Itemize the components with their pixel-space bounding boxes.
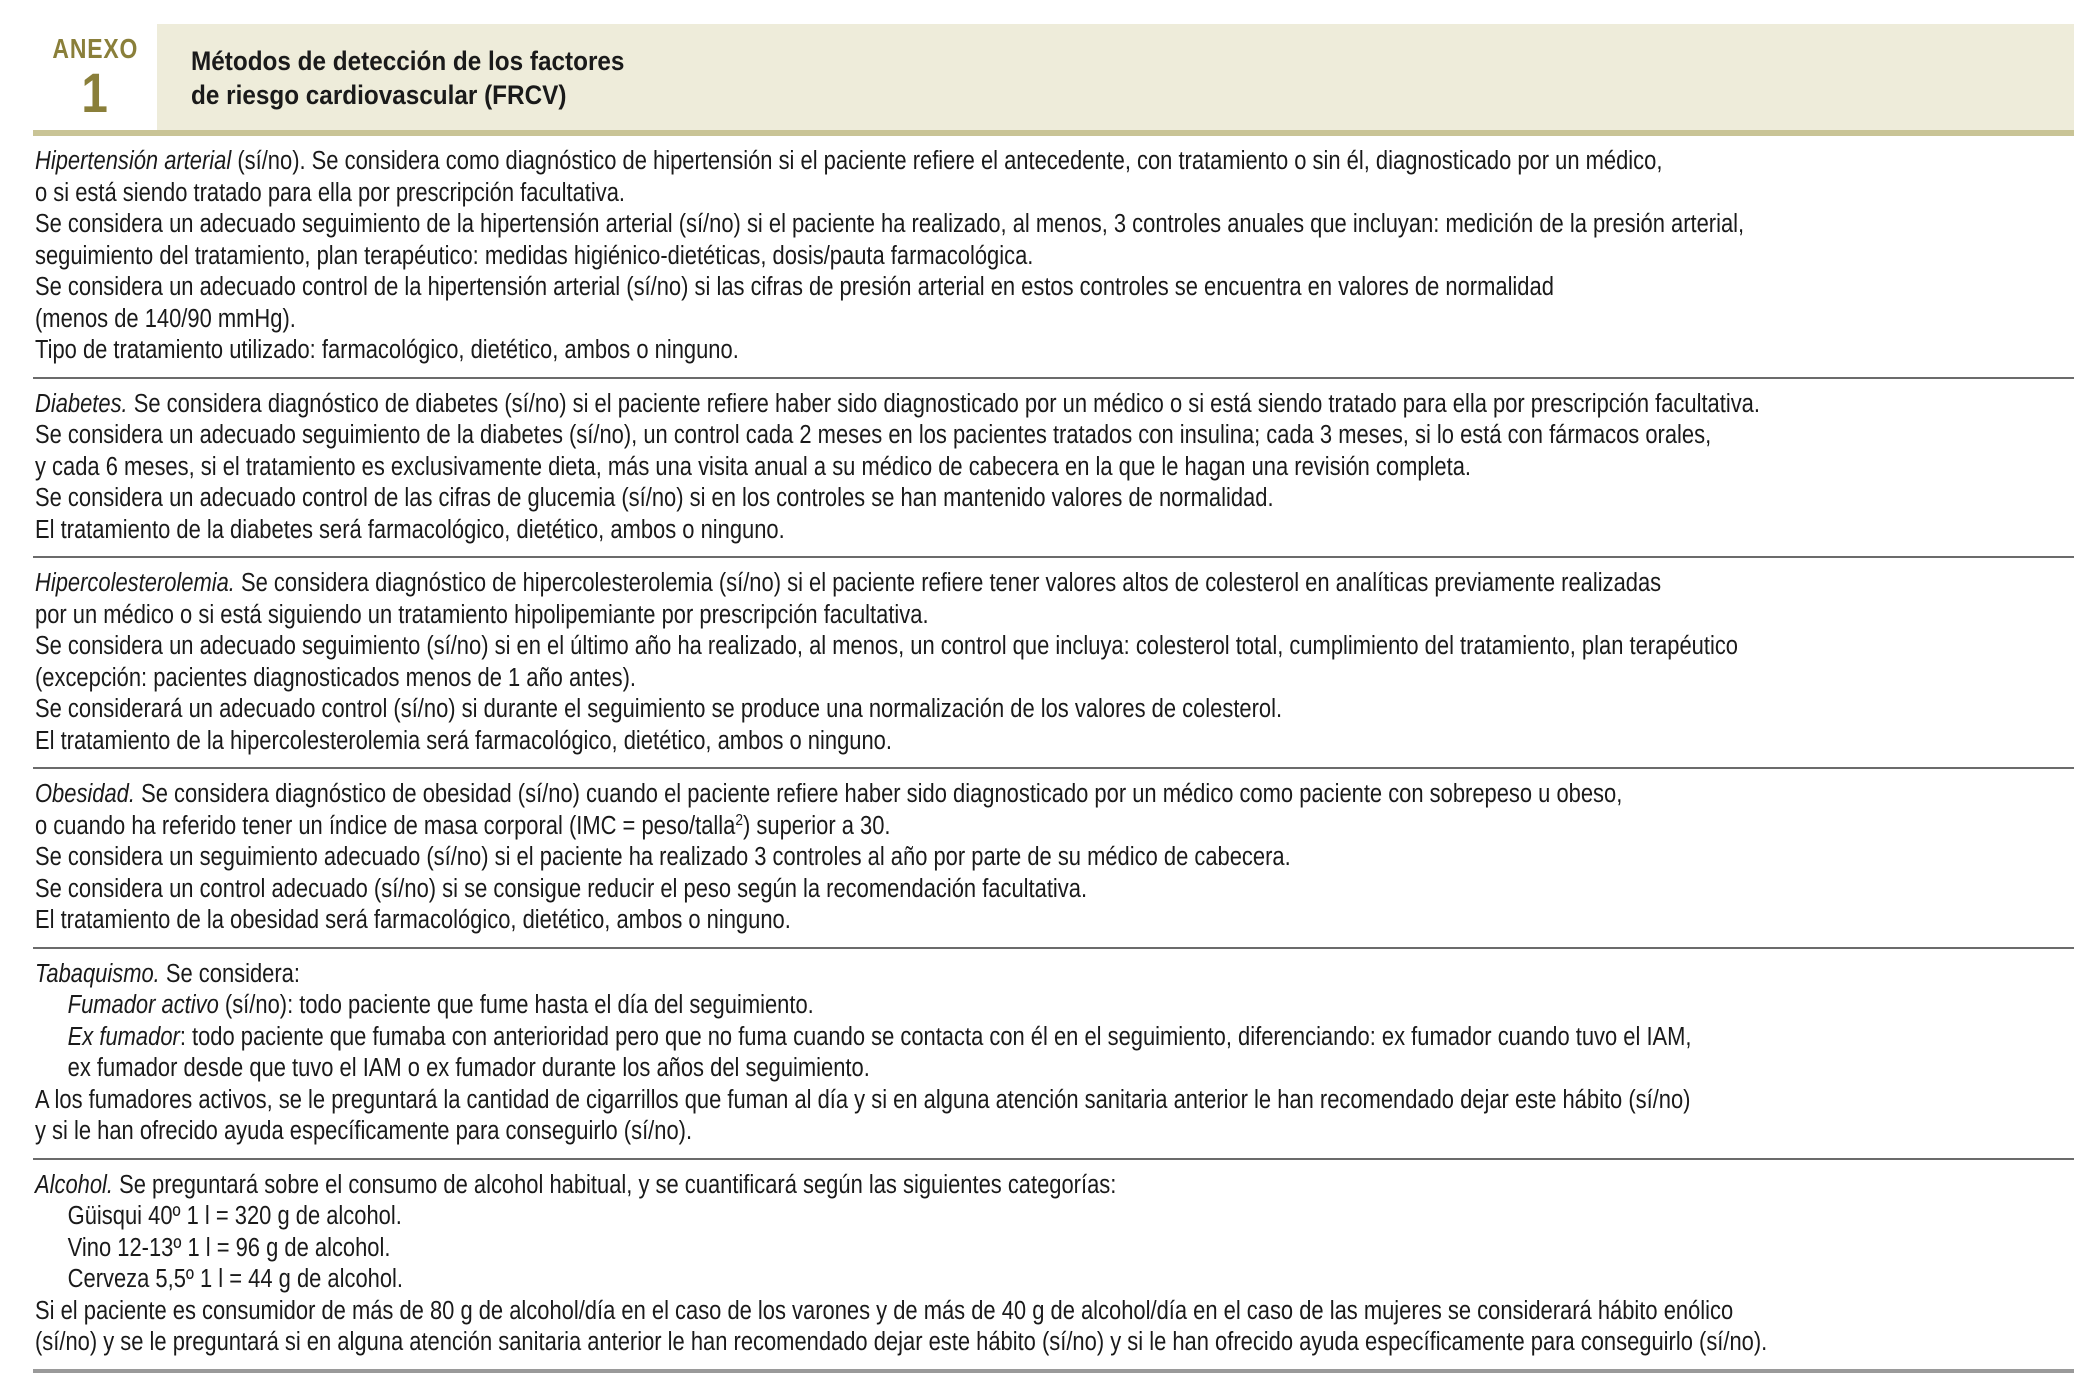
text-segment: : todo paciente que fumaba con anterioridad pero que no fuma cuando se contacta con él en el seguimiento, diferenciando: ex fumador cuando tuvo el IAM, — [179, 1022, 1692, 1051]
text-line: por un médico o si está siguiendo un tratamiento hipolipemiante por prescripción facultativa. — [35, 600, 929, 629]
text-segment: (sí/no): todo paciente que fume hasta el día del seguimiento. — [218, 991, 814, 1019]
section-term: Diabetes. — [35, 389, 128, 418]
section-term: Tabaquismo. — [35, 959, 160, 988]
section-diabetes — [33, 379, 2074, 559]
annex-document — [33, 24, 2074, 1373]
text-segment: Se considera diagnóstico de diabetes (sí/no) si el paciente refiere haber sido diagnosticado por un médico o si está siendo tratado para ella por prescripción facultativa. — [127, 389, 1760, 418]
text-segment: o cuando ha referido tener un índice de masa corporal (IMC = peso/talla — [35, 811, 736, 840]
annex-title-box — [157, 24, 2074, 130]
text-line — [35, 959, 1789, 991]
text-segment: Se considera diagnóstico de hipercolesterolemia (sí/no) si el paciente refiere tener valores altos de colesterol en analíticas previamente realizadas — [234, 569, 1662, 597]
text-line: (menos de 140/90 mmHg). — [35, 304, 296, 333]
section-tabaquismo — [33, 949, 2074, 1160]
text-line: Se considera un control adecuado (sí/no) si se consigue reducir el peso según la recomendación facultativa. — [35, 874, 1088, 903]
subsection-term: Fumador activo — [67, 991, 219, 1019]
text-line: A los fumadores activos, se le preguntará la cantidad de cigarrillos que fuman al día y si en alguna atención sanitaria anterior le han recomendado dejar este hábito (sí/no) — [35, 1085, 1691, 1114]
annex-title-line-1: Métodos de detección de los factores — [191, 46, 625, 76]
text-line — [35, 1022, 1789, 1054]
text-line — [35, 568, 1789, 600]
annex-header — [33, 24, 2074, 130]
text-line — [35, 811, 1789, 843]
text-line: El tratamiento de la hipercolesterolemia será farmacológico, dietético, ambos o ninguno. — [35, 726, 892, 755]
text-line: ex fumador desde que tuvo el IAM o ex fumador durante los años del seguimiento. — [67, 1054, 870, 1082]
text-line — [35, 146, 1789, 178]
text-line: Güisqui 40º 1 l = 320 g de alcohol. — [67, 1202, 402, 1230]
text-line: El tratamiento de la diabetes será farmacológico, dietético, ambos o ninguno. — [35, 515, 785, 544]
section-obesidad — [33, 769, 2074, 949]
section-alcohol — [33, 1160, 2074, 1373]
text-segment: Se considera: — [159, 959, 300, 988]
section-term: Alcohol. — [35, 1170, 114, 1199]
text-line: o si está siendo tratado para ella por prescripción facultativa. — [35, 178, 626, 207]
text-line: Se considera un adecuado control de la hipertensión arterial (sí/no) si las cifras de presión arterial en estos controles se encuentra en valores de normalidad — [35, 273, 1554, 301]
text-line: Tipo de tratamiento utilizado: farmacológico, dietético, ambos o ninguno. — [35, 336, 739, 364]
text-line: Cerveza 5,5º 1 l = 44 g de alcohol. — [67, 1265, 404, 1293]
section-term: Obesidad. — [35, 780, 135, 808]
text-line: Se considera un adecuado control de las cifras de glucemia (sí/no) si en los controles se han mantenido valores de normalidad. — [35, 484, 1274, 512]
text-line — [35, 1170, 1789, 1202]
annex-word: ANEXO — [52, 33, 138, 64]
annex-title-line-2: de riesgo cardiovascular (FRCV) — [191, 80, 567, 110]
text-segment: Se considera diagnóstico de obesidad (sí/no) cuando el paciente refiere haber sido diagnosticado por un médico como paciente con sobrepeso u obeso, — [134, 780, 1623, 808]
text-line — [35, 990, 1789, 1022]
text-line: Se considera un adecuado seguimiento (sí/no) si en el último año ha realizado, al menos, un control que incluya: colesterol total, cumplimiento del tratamiento, plan terapéutico — [35, 632, 1739, 660]
text-line — [35, 779, 1789, 811]
text-line — [35, 389, 1789, 421]
text-line: El tratamiento de la obesidad será farmacológico, dietético, ambos o ninguno. — [35, 906, 791, 934]
section-hipertension — [33, 136, 2074, 379]
superscript: 2 — [735, 811, 744, 829]
section-term: Hipertensión arterial — [35, 147, 232, 175]
text-line: Se considerará un adecuado control (sí/no) si durante el seguimiento se produce una normalización de los valores de colesterol. — [35, 695, 1283, 723]
section-term: Hipercolesterolemia. — [35, 569, 235, 597]
text-line: Se considera un seguimiento adecuado (sí/no) si el paciente ha realizado 3 controles al año por parte de su médico de cabecera. — [35, 843, 1291, 871]
annex-number: 1 — [81, 61, 109, 124]
text-line: Se considera un adecuado seguimiento de la hipertensión arterial (sí/no) si el paciente ha realizado, al menos, 3 controles anuales que incluyan: medición de la presión arterial, — [35, 210, 1745, 238]
text-line: (excepción: pacientes diagnosticados menos de 1 año antes). — [35, 663, 637, 692]
text-line: y cada 6 meses, si el tratamiento es exclusivamente dieta, más una visita anual a su médico de cabecera en la que le hagan una revisión completa. — [35, 452, 1472, 481]
text-line: (sí/no) y se le preguntará si en alguna atención sanitaria anterior le han recomendado dejar este hábito (sí/no) y si le han ofrecido ayuda específicamente para conseguirlo (sí/no). — [35, 1328, 1768, 1356]
subsection-term: Ex fumador — [67, 1022, 180, 1051]
text-segment: Se preguntará sobre el consumo de alcohol habitual, y se cuantificará según las siguientes categorías: — [113, 1170, 1117, 1199]
annex-badge — [33, 24, 157, 130]
text-line: seguimiento del tratamiento, plan terapéutico: medidas higiénico-dietéticas, dosis/pauta farmacológica. — [35, 241, 1034, 270]
section-hipercolesterolemia — [33, 558, 2074, 769]
text-line: Si el paciente es consumidor de más de 80 g de alcohol/día en el caso de los varones y de más de 40 g de alcohol/día en el caso de las mujeres se considerará hábito enólico — [35, 1296, 1734, 1325]
text-segment: (sí/no). Se considera como diagnóstico de hipertensión si el paciente refiere el antecedente, con tratamiento o sin él, diagnosticado por un médico, — [231, 147, 1663, 175]
text-line: y si le han ofrecido ayuda específicamente para conseguirlo (sí/no). — [35, 1117, 693, 1145]
text-line: Se considera un adecuado seguimiento de la diabetes (sí/no), un control cada 2 meses en los pacientes tratados con insulina; cada 3 meses, si lo está con fármacos orales, — [35, 421, 1712, 449]
text-segment: ) superior a 30. — [743, 811, 891, 840]
text-line: Vino 12-13º 1 l = 96 g de alcohol. — [67, 1233, 391, 1262]
